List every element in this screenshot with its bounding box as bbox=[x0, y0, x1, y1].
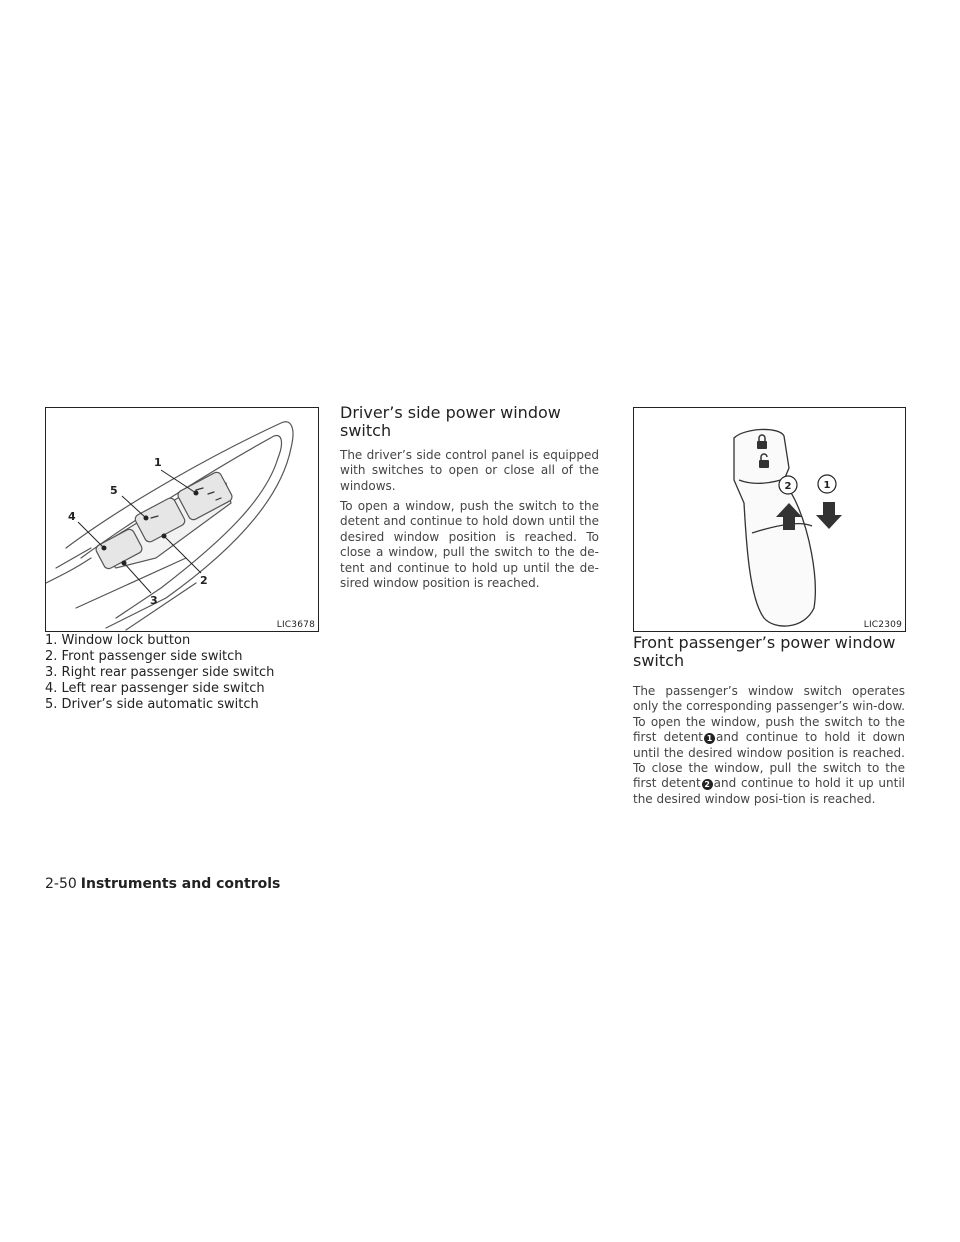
legend-item: 5. Driver’s side automatic switch bbox=[45, 697, 259, 712]
text-run: and continue to hold it down until the desired window position is reached. To close the window, pull the switch to the first detent bbox=[633, 730, 905, 791]
driver-switch-panel-illustration bbox=[46, 408, 318, 631]
figure-code: LIC2309 bbox=[863, 620, 902, 630]
legend-item: 2. Front passenger side switch bbox=[45, 649, 243, 664]
down-arrow-icon bbox=[816, 502, 842, 529]
callout-1: 1 bbox=[154, 456, 162, 469]
callout-badge-1: 1 bbox=[704, 733, 715, 744]
callout-2: 2 bbox=[200, 574, 208, 587]
heading-line: switch bbox=[340, 421, 392, 440]
page-number: 2-50 bbox=[45, 876, 77, 892]
callout-2: 2 bbox=[784, 481, 792, 492]
callout-4: 4 bbox=[68, 510, 76, 523]
callout-1: 1 bbox=[823, 480, 831, 491]
figure-code: LIC3678 bbox=[276, 620, 315, 630]
page-footer bbox=[45, 876, 280, 892]
heading-line: switch bbox=[633, 651, 685, 670]
legend-item: 4. Left rear passenger side switch bbox=[45, 681, 265, 696]
section-heading-driver bbox=[340, 404, 600, 440]
legend-item: 1. Window lock button bbox=[45, 633, 191, 648]
heading-line: Driver’s side power window bbox=[340, 403, 561, 422]
callout-5: 5 bbox=[110, 484, 118, 497]
passenger-switch-illustration bbox=[634, 408, 905, 631]
section-heading-front-passenger bbox=[633, 634, 908, 670]
text-run: The passenger’s window switch operates only the corresponding passenger’s win-dow. To open the window, push the switch to the first detent bbox=[633, 684, 905, 745]
figure-legend bbox=[45, 633, 325, 713]
paragraph: The driver’s side control panel is equipped with switches to open or close all of the windows. bbox=[340, 448, 599, 493]
callout-badge-2: 2 bbox=[702, 779, 713, 790]
text-run: and continue to hold it up until the desired window posi-tion is reached. bbox=[633, 776, 905, 806]
driver-switch-panel-figure bbox=[45, 407, 319, 632]
passenger-switch-figure bbox=[633, 407, 906, 632]
callout-3: 3 bbox=[150, 594, 158, 607]
paragraph bbox=[633, 684, 905, 807]
paragraph: To open a window, push the switch to the detent and continue to hold down until the desired window position is reached. To close a window, pull the switch to the de-tent and continue to hold up until the de-sired window position is reached. bbox=[340, 499, 599, 591]
section-name: Instruments and controls bbox=[80, 876, 281, 892]
heading-line: Front passenger’s power window bbox=[633, 633, 896, 652]
legend-item: 3. Right rear passenger side switch bbox=[45, 665, 275, 680]
